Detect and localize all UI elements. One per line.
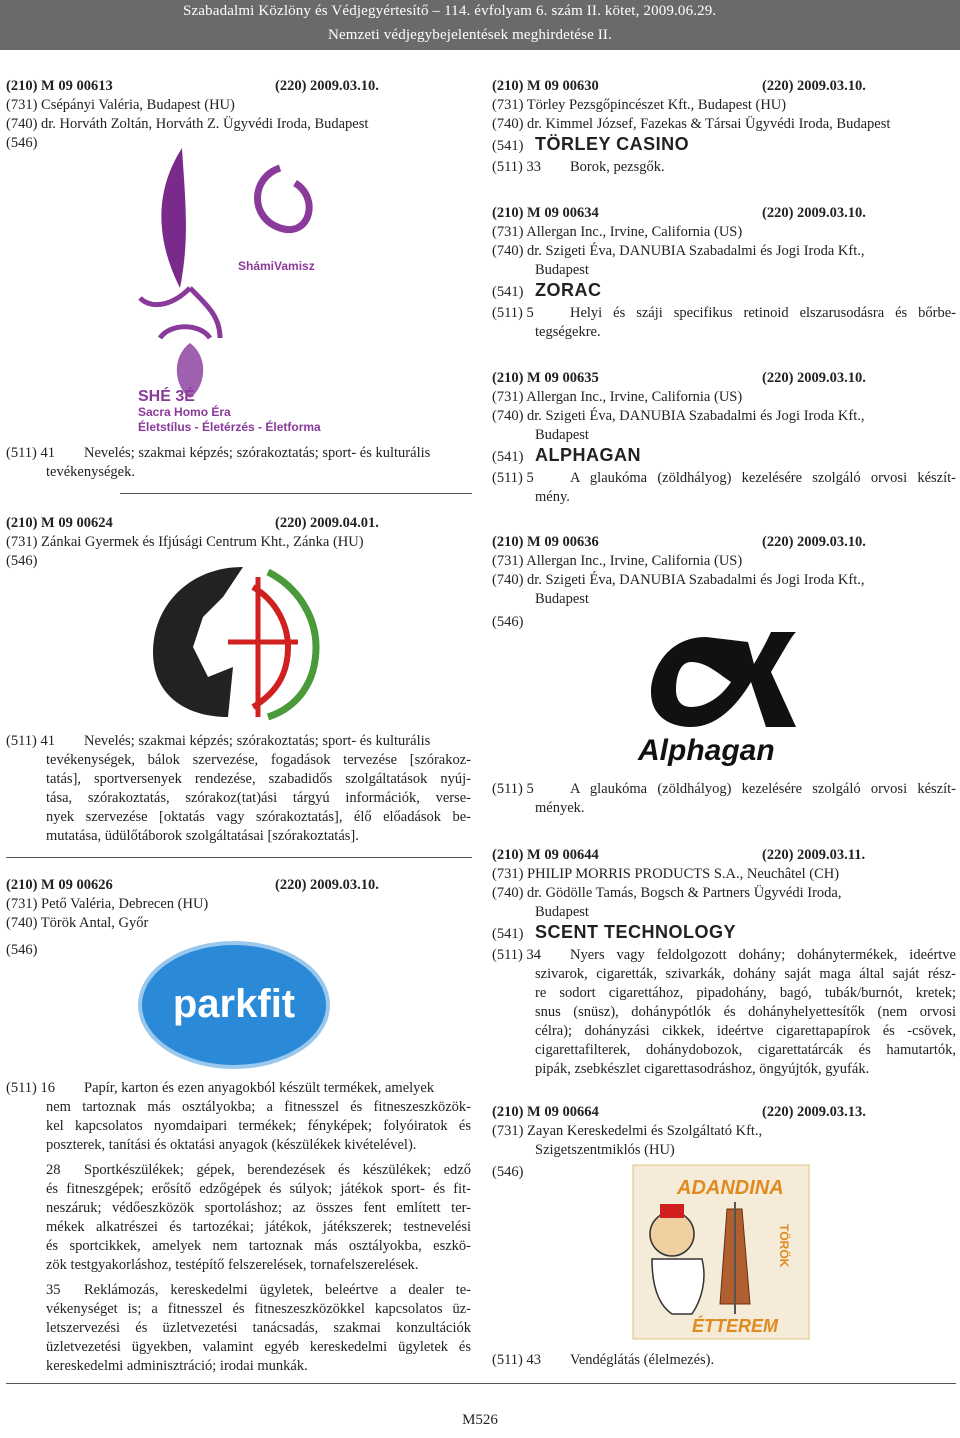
- bottom-rule: [6, 1383, 956, 1384]
- applicant: (731) Allergan Inc., Irvine, California (US): [492, 224, 743, 240]
- class-text: A glaukóma (zöldhályog) kezelésére szolgáló orvosi készít-: [570, 470, 956, 486]
- filing-date: (220) 2009.03.10.: [762, 370, 866, 386]
- class-text: Reklámozás, kereskedelmi ügyletek, beleértve a dealer te-: [84, 1282, 471, 1298]
- filing-date: (220) 2009.03.10.: [762, 205, 866, 221]
- applicant: (731) Törley Pezsgőpincészet Kft., Budapest (HU): [492, 97, 787, 113]
- class-text: Helyi és száji specifikus retinoid elszarusodásra és bőrbe-: [570, 305, 956, 321]
- logo-fez: [660, 1204, 684, 1218]
- parkfit-logo: [137, 940, 332, 1070]
- adandina-logo: [632, 1164, 810, 1340]
- logo-title: ADANDINA: [677, 1177, 784, 1199]
- class-text-line: poszterek, tanítási és oktatási anyagok (készülékek kivételével).: [46, 1137, 417, 1153]
- representative-city: Budapest: [535, 904, 589, 920]
- logo-name: ShámiVamisz: [238, 259, 315, 273]
- app-number: (210) M 09 00664: [492, 1104, 599, 1120]
- class-text-line: célra); dohányzási cikkek, ideértve cigarettapapírok és -csövek,: [535, 1023, 956, 1039]
- filing-date: (220) 2009.03.10.: [762, 78, 866, 94]
- section-title: Nemzeti védjegybejelentések meghirdetése II.: [328, 27, 612, 43]
- class-text-line: üzletvezetési ügyekben, valamint egyéb kereskedelmi ügyletek és: [46, 1339, 471, 1355]
- class-text: Sportkészülékek; gépek, berendezések és készülékek; edző: [84, 1162, 471, 1178]
- logo-bottom: ÉTTEREM: [692, 1316, 779, 1336]
- class-text-line: szivarok, cigaretták, szivarkák, dohány saját maga által saját rész-: [535, 966, 956, 982]
- representative-city: Budapest: [535, 591, 589, 607]
- class-text-line: kel kapcsolatos nyomdaipari termékek; fényképek; folyóiratok és: [46, 1118, 471, 1134]
- class-code: (511) 5: [492, 305, 534, 321]
- app-number: (210) M 09 00635: [492, 370, 599, 386]
- code-541: (541): [492, 926, 524, 942]
- class-code: (511) 34: [492, 947, 541, 963]
- app-number: (210) M 09 00624: [6, 515, 113, 531]
- class-text-line: és sportcikkek, amelyek nem tartoznak más osztályokba, eszkö-: [46, 1238, 471, 1254]
- representative: (740) Török Antal, Győr: [6, 915, 149, 931]
- class-text: Nevelés; szakmai képzés; szórakoztatás; sport- és kulturális: [84, 445, 431, 461]
- logo-purple-swash: [161, 148, 186, 288]
- class-text: Borok, pezsgők.: [570, 159, 665, 175]
- class-code: (511) 41: [6, 733, 55, 749]
- class-text-line: tatás], sportversenyek rendezése, szabadidős szolgáltatások nyúj-: [46, 771, 471, 787]
- logo-sub1: Sacra Homo Éra: [138, 405, 231, 419]
- class-text-line: mékek alkatrészei és tartozékai; játékok, játékszerek; testnevelési: [46, 1219, 471, 1235]
- alphagan-logo: [636, 612, 806, 767]
- app-number: (210) M 09 00626: [6, 877, 113, 893]
- page-number: M526: [462, 1412, 498, 1428]
- separator: [120, 493, 472, 494]
- class-text-line: vékenységet is; a fitnesszel és fitneszeszközökkel kapcsolatos üz-: [46, 1301, 471, 1317]
- representative: (740) dr. Kimmel József, Fazekas & Társai Ügyvédi Iroda, Budapest: [492, 116, 891, 132]
- representative: (740) dr. Gödölle Tamás, Bogsch & Partners Ügyvédi Iroda,: [492, 885, 842, 901]
- class-text-cont: mény.: [535, 489, 570, 505]
- class-text: Nevelés; szakmai képzés; szórakoztatás; sport- és kulturális: [84, 733, 431, 749]
- shamivamisz-logo: [130, 138, 340, 436]
- logo-text: parkfit: [172, 982, 296, 1026]
- class-text-line: tása, szórakoztatás, szórakoz(tat)ási tárgyú információk, verse-: [46, 790, 471, 806]
- class-text-line: nyek szervezése [oktatás vagy szórakoztatás], élő előadások be-: [46, 809, 471, 825]
- applicant-city: Szigetszentmiklós (HU): [535, 1142, 675, 1158]
- logo-subscript: 2: [776, 700, 789, 725]
- class-text-line: zök testgyakorláshoz, testépítő felszerelések, tornafelszerelések.: [46, 1257, 419, 1273]
- word-mark: ZORAC: [535, 280, 602, 300]
- class-code: (511) 33: [492, 159, 541, 175]
- word-mark: TÖRLEY CASINO: [535, 134, 690, 154]
- class-text-line: snus (snüsz), dohánypótlók és dohányhelyettesítők (nem orvosi: [535, 1004, 956, 1020]
- filing-date: (220) 2009.03.13.: [762, 1104, 866, 1120]
- zanka-logo: [148, 557, 323, 722]
- filing-date: (220) 2009.03.10.: [275, 78, 379, 94]
- representative: (740) dr. Szigeti Éva, DANUBIA Szabadalmi és Jogi Iroda Kft.,: [492, 572, 865, 588]
- code-546: (546): [6, 135, 38, 151]
- code-546: (546): [6, 942, 38, 958]
- class-text-line: nem tartoznak más osztályokba; a fitnesszel és fitneszeszközök-: [46, 1099, 471, 1115]
- logo-sub2: Életstílus - Életérzés - Életforma: [138, 420, 321, 434]
- journal-title: Szabadalmi Közlöny és Védjegyértesítő – 114. évfolyam 6. szám II. kötet, 2009.06.29.: [183, 3, 717, 19]
- logo-title: SHÉ 3É: [138, 388, 195, 405]
- logo-s-curve: [258, 168, 310, 230]
- class-code: (511) 43: [492, 1352, 541, 1368]
- class-text-line: kereskedelmi adminisztráció; irodai munkák.: [46, 1358, 308, 1374]
- code-546: (546): [492, 614, 524, 630]
- class-code: (511) 41: [6, 445, 55, 461]
- applicant: (731) Pető Valéria, Debrecen (HU): [6, 896, 209, 912]
- class-text-line: letszervezési és üzletvezetési tanácsadás, szakmai konzultációk: [46, 1320, 471, 1336]
- applicant: (731) Allergan Inc., Irvine, California (US): [492, 389, 743, 405]
- code-541: (541): [492, 449, 524, 465]
- class-text-line: tevékenységek, bálok szervezése, fogadások tervezése [szórakoz-: [46, 752, 471, 768]
- word-mark: ALPHAGAN: [535, 445, 641, 465]
- logo-face: [650, 1212, 694, 1256]
- filing-date: (220) 2009.03.10.: [275, 877, 379, 893]
- logo-alpha-symbol: [651, 632, 796, 727]
- class-code: 35: [46, 1282, 61, 1298]
- representative: (740) dr. Szigeti Éva, DANUBIA Szabadalmi és Jogi Iroda Kft.,: [492, 408, 865, 424]
- code-541: (541): [492, 284, 524, 300]
- filing-date: (220) 2009.03.10.: [762, 534, 866, 550]
- logo-pisces: [140, 288, 220, 338]
- applicant: (731) PHILIP MORRIS PRODUCTS S.A., Neuchâtel (CH): [492, 866, 840, 882]
- representative-city: Budapest: [535, 427, 589, 443]
- applicant: (731) Zánkai Gyermek és Ifjúsági Centrum Kht., Zánka (HU): [6, 534, 364, 550]
- class-text: Papír, karton és ezen anyagokból készült termékek, amelyek: [84, 1080, 435, 1096]
- class-text-line: re sodort cigarettához, pipadohány, bagó, tubák/burnót, kretek;: [535, 985, 956, 1001]
- class-text-cont: mények.: [535, 800, 585, 816]
- class-text: Nyers vagy feldolgozott dohány; dohánytermékek, ideértve: [570, 947, 956, 963]
- class-text: Vendéglátás (élelmezés).: [570, 1352, 715, 1368]
- code-541: (541): [492, 138, 524, 154]
- app-number: (210) M 09 00644: [492, 847, 599, 863]
- representative: (740) dr. Szigeti Éva, DANUBIA Szabadalmi és Jogi Iroda Kft.,: [492, 243, 865, 259]
- code-546: (546): [492, 1164, 524, 1180]
- word-mark: SCENT TECHNOLOGY: [535, 922, 737, 942]
- class-text-line: és fitneszgépek; erősítő edzőgépek és súlyok; játékok sport- és fit-: [46, 1181, 471, 1197]
- page-header: [0, 0, 960, 50]
- class-text-cont: tegségekre.: [535, 324, 601, 340]
- logo-text: Alphagan: [638, 734, 775, 767]
- class-code: (511) 5: [492, 781, 534, 797]
- class-text: A glaukóma (zöldhályog) kezelésére szolgáló orvosi készít-: [570, 781, 956, 797]
- app-number: (210) M 09 00613: [6, 78, 113, 94]
- filing-date: (220) 2009.03.11.: [762, 847, 866, 863]
- class-text-cont: tevékenységek.: [46, 464, 135, 480]
- separator: [6, 857, 472, 858]
- class-text-line: mutatása, üdülőtáborok szolgáltatásai [szórakoztatás].: [46, 828, 359, 844]
- logo-side-text: TÖRÖK: [777, 1224, 791, 1268]
- applicant: (731) Zayan Kereskedelmi és Szolgáltató Kft.,: [492, 1123, 763, 1139]
- applicant: (731) Allergan Inc., Irvine, California (US): [492, 553, 743, 569]
- class-text-line: neszáruk; védőeszközök sportoláshoz; az összes fent említett ter-: [46, 1200, 471, 1216]
- representative-city: Budapest: [535, 262, 589, 278]
- class-code: (511) 16: [6, 1080, 55, 1096]
- code-546: (546): [6, 553, 38, 569]
- class-text-line: cigarettafilterek, dohánydobozok, cigarettatárcák és hamutartók,: [535, 1042, 956, 1058]
- class-code: (511) 5: [492, 470, 534, 486]
- app-number: (210) M 09 00630: [492, 78, 599, 94]
- representative: (740) dr. Horváth Zoltán, Horváth Z. Ügyvédi Iroda, Budapest: [6, 116, 369, 132]
- filing-date: (220) 2009.04.01.: [275, 515, 379, 531]
- app-number: (210) M 09 00636: [492, 534, 599, 550]
- class-text-line: pipák, zsebkészlet cigarettasodráshoz, öngyújtók, gyufák.: [535, 1061, 870, 1077]
- class-code: 28: [46, 1162, 61, 1178]
- app-number: (210) M 09 00634: [492, 205, 599, 221]
- applicant: (731) Csépányi Valéria, Budapest (HU): [6, 97, 235, 113]
